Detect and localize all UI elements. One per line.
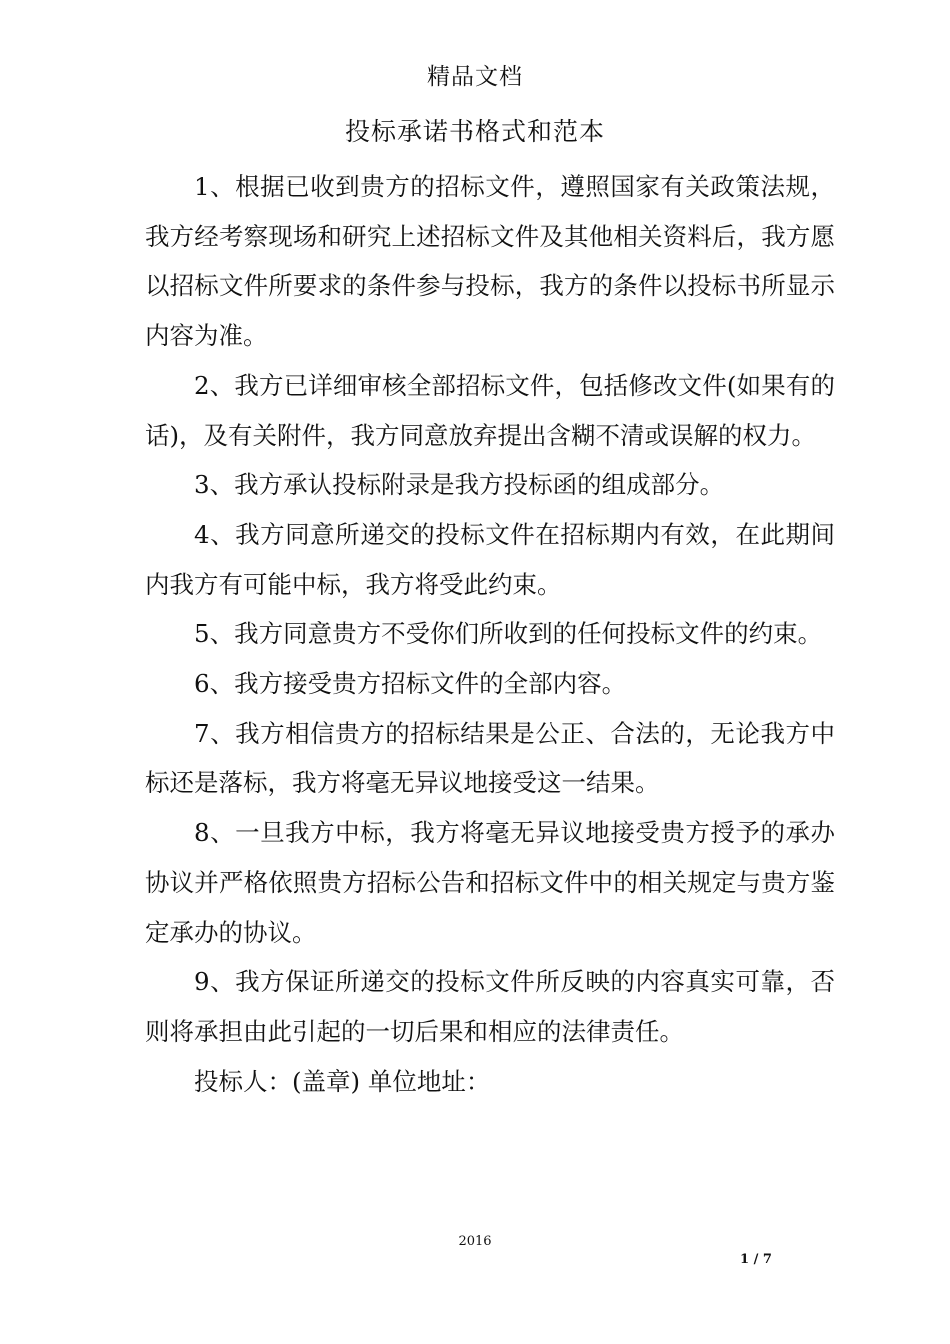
paragraph-1: 1、根据已收到贵方的招标文件，遵照国家有关政策法规，我方经考察现场和研究上述招标文件及其他相关资料后，我方愿以招标文件所要求的条件参与投标，我方的条件以投标书所显示内容为准。 <box>145 172 835 351</box>
document-body <box>145 162 835 1106</box>
header-label: 精品文档 <box>427 64 523 90</box>
footer-year: 2016 <box>458 1234 492 1249</box>
paragraph-4: 4、我方同意所递交的投标文件在招标期内有效，在此期间内我方有可能中标，我方将受此约束。 <box>145 519 835 599</box>
page-number: 1 / 7 <box>740 1252 772 1267</box>
signature-line: 投标人：(盖章) 单位地址： <box>194 1066 491 1096</box>
paragraph-3: 3、我方承认投标附录是我方投标函的组成部分。 <box>194 470 725 500</box>
document-title: 投标承诺书格式和范本 <box>344 117 605 146</box>
paragraph-6: 6、我方接受贵方招标文件的全部内容。 <box>194 669 627 699</box>
paragraph-5: 5、我方同意贵方不受你们所收到的任何投标文件的约束。 <box>194 619 823 649</box>
paragraph-9: 9、我方保证所递交的投标文件所反映的内容真实可靠，否则将承担由此引起的一切后果和相应的法律责任。 <box>145 967 835 1046</box>
paragraph-2: 2、我方已详细审核全部招标文件，包括修改文件(如果有的话)，及有关附件，我方同意放弃提出含糊不清或误解的权力。 <box>145 370 835 450</box>
paragraph-7: 7、我方相信贵方的招标结果是公正、合法的，无论我方中标还是落标，我方将毫无异议地接受这一结果。 <box>145 718 835 798</box>
paragraph-8: 8、一旦我方中标，我方将毫无异议地接受贵方授予的承办协议并严格依照贵方招标公告和招标文件中的相关规定与贵方鉴定承办的协议。 <box>145 818 835 947</box>
